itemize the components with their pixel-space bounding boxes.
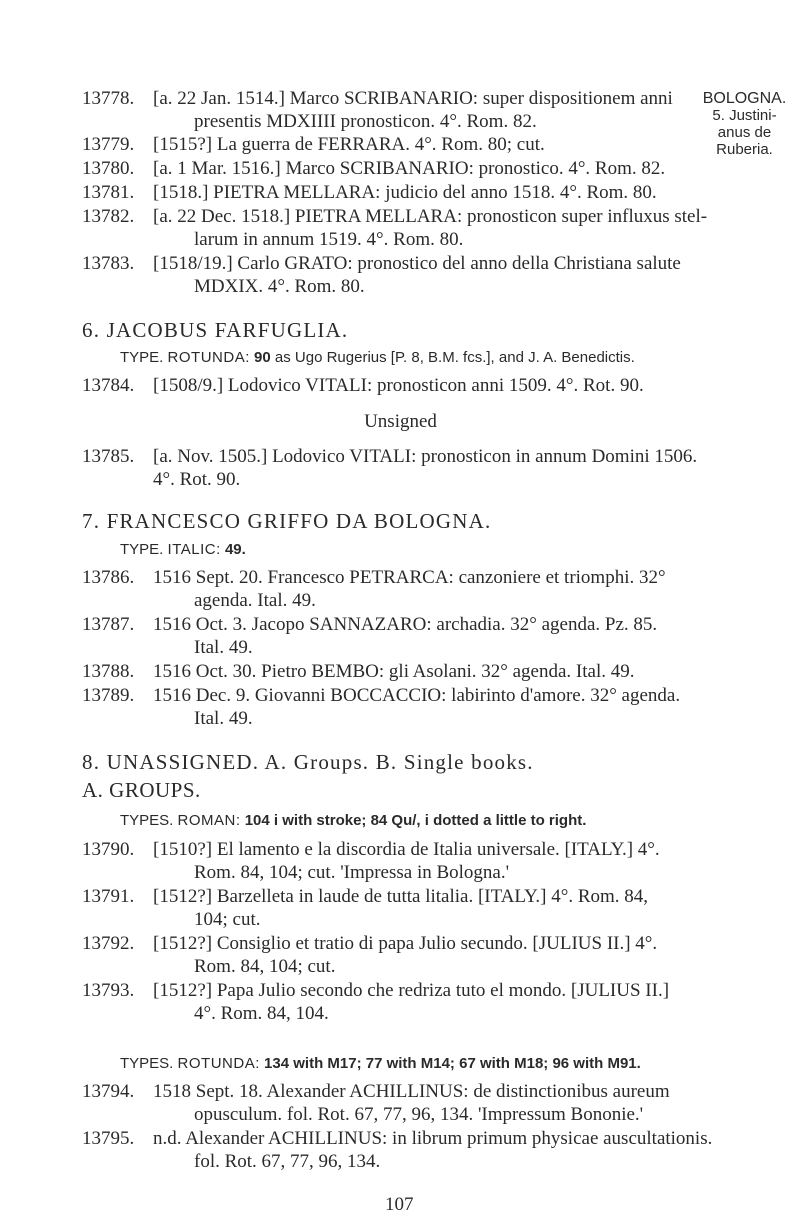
type-details: 134 with M17; 77 with M14; 67 with M18; 96 with M91. [264, 1055, 641, 1072]
entry-text-cont: 4°. Rom. 84, 104. [194, 1003, 329, 1024]
catalogue-entry [82, 1080, 742, 1126]
entry-text-cont: fol. Rot. 67, 77, 96, 134. [194, 1151, 381, 1172]
type-number: 49. [224, 541, 246, 558]
section-heading: 6. JACOBUS FARFUGLIA. [82, 318, 349, 342]
margin-note-line: 5. Justini- [712, 107, 777, 124]
page-number: 107 [385, 1194, 414, 1215]
entry-number: 13795. [82, 1128, 135, 1149]
entry-text: [1518.] PIETRA MELLARA: judicio del anno 1518. 4°. Rom. 80. [153, 182, 657, 203]
entry-text: [a. 22 Dec. 1518.] PIETRA MELLARA: pronosticon super influxus stel- [153, 206, 708, 227]
type-name: ROTUNDA: [177, 1055, 260, 1072]
entry-text: [1510?] El lamento e la discordia de Italia universale. [ITALY.] 4°. [153, 839, 660, 860]
entry-text: 1516 Oct. 30. Pietro BEMBO: gli Asolani. 32° agenda. Ital. 49. [153, 661, 635, 682]
entry-number: 13780. [82, 158, 135, 179]
catalogue-entry [82, 157, 742, 180]
type-description [120, 1055, 641, 1072]
catalogue-entry [82, 87, 742, 133]
catalogue-entry [82, 374, 742, 397]
catalogue-entry [82, 613, 742, 659]
type-details: as Ugo Rugerius [P. 8, B.M. fcs.], and J. A. Benedictis. [274, 349, 635, 366]
catalogue-entry [82, 566, 742, 612]
type-number: 90 [254, 349, 271, 366]
catalogue-entry [82, 684, 742, 730]
catalogue-entry [82, 205, 742, 251]
entry-text-cont: larum in annum 1519. 4°. Rom. 80. [194, 229, 464, 250]
entry-text: [a. Nov. 1505.] Lodovico VITALI: pronosticon in annum Domini 1506. [153, 446, 698, 467]
entry-text-cont: presentis MDXIIII pronosticon. 4°. Rom. 82. [194, 111, 537, 132]
catalogue-entry [82, 660, 742, 683]
catalogue-entry [82, 181, 742, 204]
type-prefix: TYPES. [120, 812, 174, 829]
catalogue-entry [82, 885, 742, 931]
entry-text: [a. 22 Jan. 1514.] Marco SCRIBANARIO: super dispositionem anni [153, 88, 673, 109]
type-description [120, 349, 635, 366]
entry-text: [1512?] Papa Julio secondo che redriza tuto el mondo. [JULIUS II.] [153, 980, 670, 1001]
type-name: ROMAN: [177, 812, 241, 829]
type-name: ROTUNDA: [167, 349, 250, 366]
type-details: 104 i with stroke; 84 Qu/, i dotted a little to right. [244, 812, 587, 829]
margin-note-line: BOLOGNA. [702, 90, 787, 107]
entry-number: 13778. [82, 88, 135, 109]
entry-text: n.d. Alexander ACHILLINUS: in librum primum physicae auscultationis. [153, 1128, 713, 1149]
entry-number: 13788. [82, 661, 135, 682]
catalogue-entry [82, 252, 742, 298]
entry-text-cont: Ital. 49. [194, 637, 253, 658]
catalogue-entry [82, 133, 742, 156]
entry-text: 1516 Dec. 9. Giovanni BOCCACCIO: labirinto d'amore. 32° agenda. [153, 685, 681, 706]
entry-text: [a. 1 Mar. 1516.] Marco SCRIBANARIO: pronostico. 4°. Rom. 82. [153, 158, 666, 179]
entry-number: 13781. [82, 182, 135, 203]
entry-number: 13787. [82, 614, 135, 635]
entry-number: 13786. [82, 567, 135, 588]
catalogue-entry [82, 979, 742, 1025]
entry-text: [1512?] Barzelleta in laude de tutta litalia. [ITALY.] 4°. Rom. 84, [153, 886, 649, 907]
catalogue-entry [82, 1127, 742, 1173]
catalogue-entry [82, 838, 742, 884]
section-heading: 7. FRANCESCO GRIFFO DA BOLOGNA. [82, 509, 492, 533]
entry-number: 13793. [82, 980, 135, 1001]
entry-number: 13782. [82, 206, 135, 227]
entry-number: 13784. [82, 375, 135, 396]
entry-text-cont: MDXIX. 4°. Rom. 80. [194, 276, 365, 297]
type-prefix: TYPE. [120, 541, 164, 558]
catalogue-entry [82, 445, 742, 491]
subsection-heading: A. GROUPS. [82, 778, 201, 802]
margin-note-line: Ruberia. [716, 141, 773, 158]
entry-text: [1518/19.] Carlo GRATO: pronostico del anno della Christiana salute [153, 253, 681, 274]
entry-number: 13791. [82, 886, 135, 907]
entry-number: 13785. [82, 446, 135, 467]
type-description [120, 541, 246, 558]
entry-text: [1512?] Consiglio et tratio di papa Julio secundo. [JULIUS II.] 4°. [153, 933, 658, 954]
entry-text: [1508/9.] Lodovico VITALI: pronosticon anni 1509. 4°. Rot. 90. [153, 375, 644, 396]
entry-text-cont: Ital. 49. [194, 708, 253, 729]
type-description [120, 812, 586, 829]
entry-number: 13790. [82, 839, 135, 860]
catalogue-entry [82, 932, 742, 978]
entry-text-cont: opusculum. fol. Rot. 67, 77, 96, 134. 'Impressum Bononie.' [194, 1104, 644, 1125]
entry-number: 13794. [82, 1081, 135, 1102]
entry-number: 13779. [82, 134, 135, 155]
entry-text-cont: 104; cut. [194, 909, 261, 930]
margin-note-line: anus de [717, 124, 772, 141]
type-name: ITALIC: [167, 541, 221, 558]
entry-number: 13783. [82, 253, 135, 274]
entry-text-cont: Rom. 84, 104; cut. 'Impressa in Bologna.' [194, 862, 510, 883]
entry-number: 13792. [82, 933, 135, 954]
type-prefix: TYPE. [120, 349, 164, 366]
entry-number: 13789. [82, 685, 135, 706]
entry-text: 1518 Sept. 18. Alexander ACHILLINUS: de distinctionibus aureum [153, 1081, 670, 1102]
entry-text-cont: 4°. Rot. 90. [153, 469, 241, 490]
type-prefix: TYPES. [120, 1055, 174, 1072]
subsection-label: Unsigned [364, 411, 437, 432]
entry-text: 1516 Oct. 3. Jacopo SANNAZARO: archadia. 32° agenda. Pz. 85. [153, 614, 658, 635]
entry-text: 1516 Sept. 20. Francesco PETRARCA: canzoniere et triomphi. 32° [153, 567, 666, 588]
entry-text-cont: agenda. Ital. 49. [194, 590, 316, 611]
section-heading: 8. UNASSIGNED. A. Groups. B. Single books. [82, 750, 534, 774]
entry-text-cont: Rom. 84, 104; cut. [194, 956, 336, 977]
entry-text: [1515?] La guerra de FERRARA. 4°. Rom. 80; cut. [153, 134, 545, 155]
